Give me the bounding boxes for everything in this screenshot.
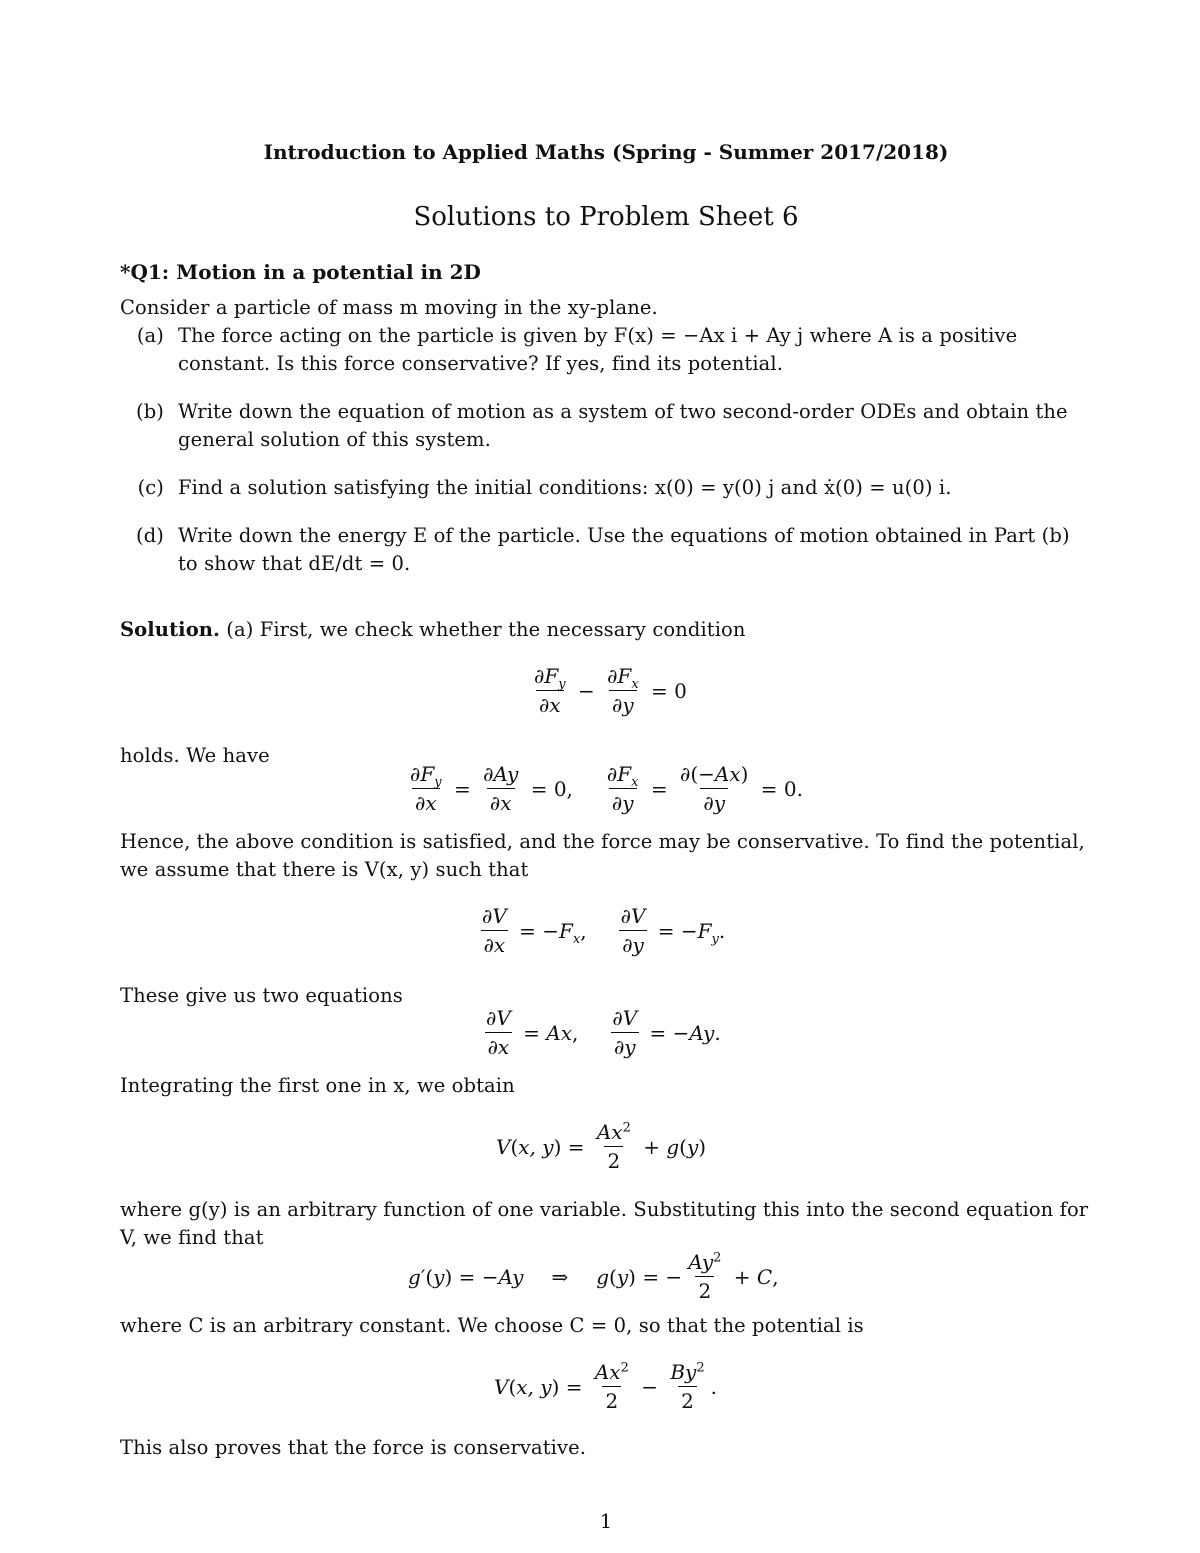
- solution-p1: (a) First, we check whether the necessary condition: [226, 618, 746, 641]
- solution-p5: Integrating the first one in x, we obtain: [120, 1074, 515, 1097]
- equation-final-potential: V(x, y) = $\frac{Ax^2}{2}$ − $\frac{By^2}{2}$ .: [494, 1360, 717, 1413]
- part-b-line1: Write down the equation of motion as a system of two second-order ODEs and obtain the: [178, 400, 1068, 423]
- part-d: [120, 522, 1094, 578]
- part-d-line1: Write down the energy E of the particle. Use the equations of motion obtained in Part (b): [178, 524, 1070, 547]
- solution-p8: This also proves that the force is conservative.: [120, 1436, 587, 1459]
- equation-partials: $\frac{\partial F_y}{\partial x}$ = $\frac{\partial Ay}{\partial x}$ = 0, $\frac{\partial F_x}{\partial y}$ = $\frac{\partial(-Ax)}{\partial y}$ = 0.: [410, 762, 803, 815]
- solution-p6b: V, we find that: [120, 1226, 264, 1249]
- solution-intro: [120, 616, 746, 644]
- part-b: [120, 398, 1094, 454]
- part-label: (d): [136, 524, 164, 547]
- part-c-line1: Find a solution satisfying the initial conditions: x(0) = y(0) j and ẋ(0) = u(0) i.: [178, 476, 952, 499]
- part-a-line2: constant. Is this force conservative? If yes, find its potential.: [178, 352, 784, 375]
- equation-potential-gradient: $\frac{\partial V}{\partial x}$ = $-F_x$, $\frac{\partial V}{\partial y}$ = $-F_y$.: [482, 904, 726, 957]
- part-label: (c): [137, 476, 164, 499]
- part-label: (b): [136, 400, 164, 423]
- part-c: [120, 474, 1094, 502]
- equation-g-function: g′(y) = −Ay ⇒ g(y) = − $\frac{Ay^2}{2}$ + C,: [408, 1250, 779, 1303]
- solution-p2: holds. We have: [120, 744, 270, 767]
- question-intro: Consider a particle of mass m moving in the xy-plane.: [120, 296, 658, 319]
- page-number: 1: [599, 1510, 613, 1533]
- equation-two-equations: $\frac{\partial V}{\partial x}$ = Ax, $\frac{\partial V}{\partial y}$ = −Ay.: [486, 1006, 721, 1059]
- part-a-line1: The force acting on the particle is given by F(x) = −Ax i + Ay j where A is a positive: [178, 324, 1018, 347]
- solution-lead: Solution.: [120, 618, 220, 641]
- solution-p7: where C is an arbitrary constant. We choose C = 0, so that the potential is: [120, 1314, 864, 1337]
- solution-p3b: we assume that there is V(x, y) such that: [120, 858, 529, 881]
- course-title: Introduction to Applied Maths (Spring - Summer 2017/2018): [263, 140, 949, 164]
- solution-p4: These give us two equations: [120, 984, 403, 1007]
- part-b-line2: general solution of this system.: [178, 428, 491, 451]
- part-a: [120, 322, 1094, 378]
- solution-p3a: Hence, the above condition is satisfied, and the force may be conservative. To find the potential,: [120, 830, 1085, 853]
- equation-integrated: V(x, y) = $\frac{Ax^2}{2}$ + g(y): [496, 1120, 707, 1173]
- equation-curl-condition: $\frac{\partial F_y}{\partial x}$ − $\frac{\partial F_x}{\partial y}$ = 0: [534, 664, 687, 717]
- solution-p6a: where g(y) is an arbitrary function of one variable. Substituting this into the second equation for: [120, 1198, 1089, 1221]
- question-heading: *Q1: Motion in a potential in 2D: [120, 260, 481, 284]
- document-title: Solutions to Problem Sheet 6: [413, 202, 799, 232]
- part-label: (a): [136, 324, 164, 347]
- part-d-line2: to show that dE/dt = 0.: [178, 552, 411, 575]
